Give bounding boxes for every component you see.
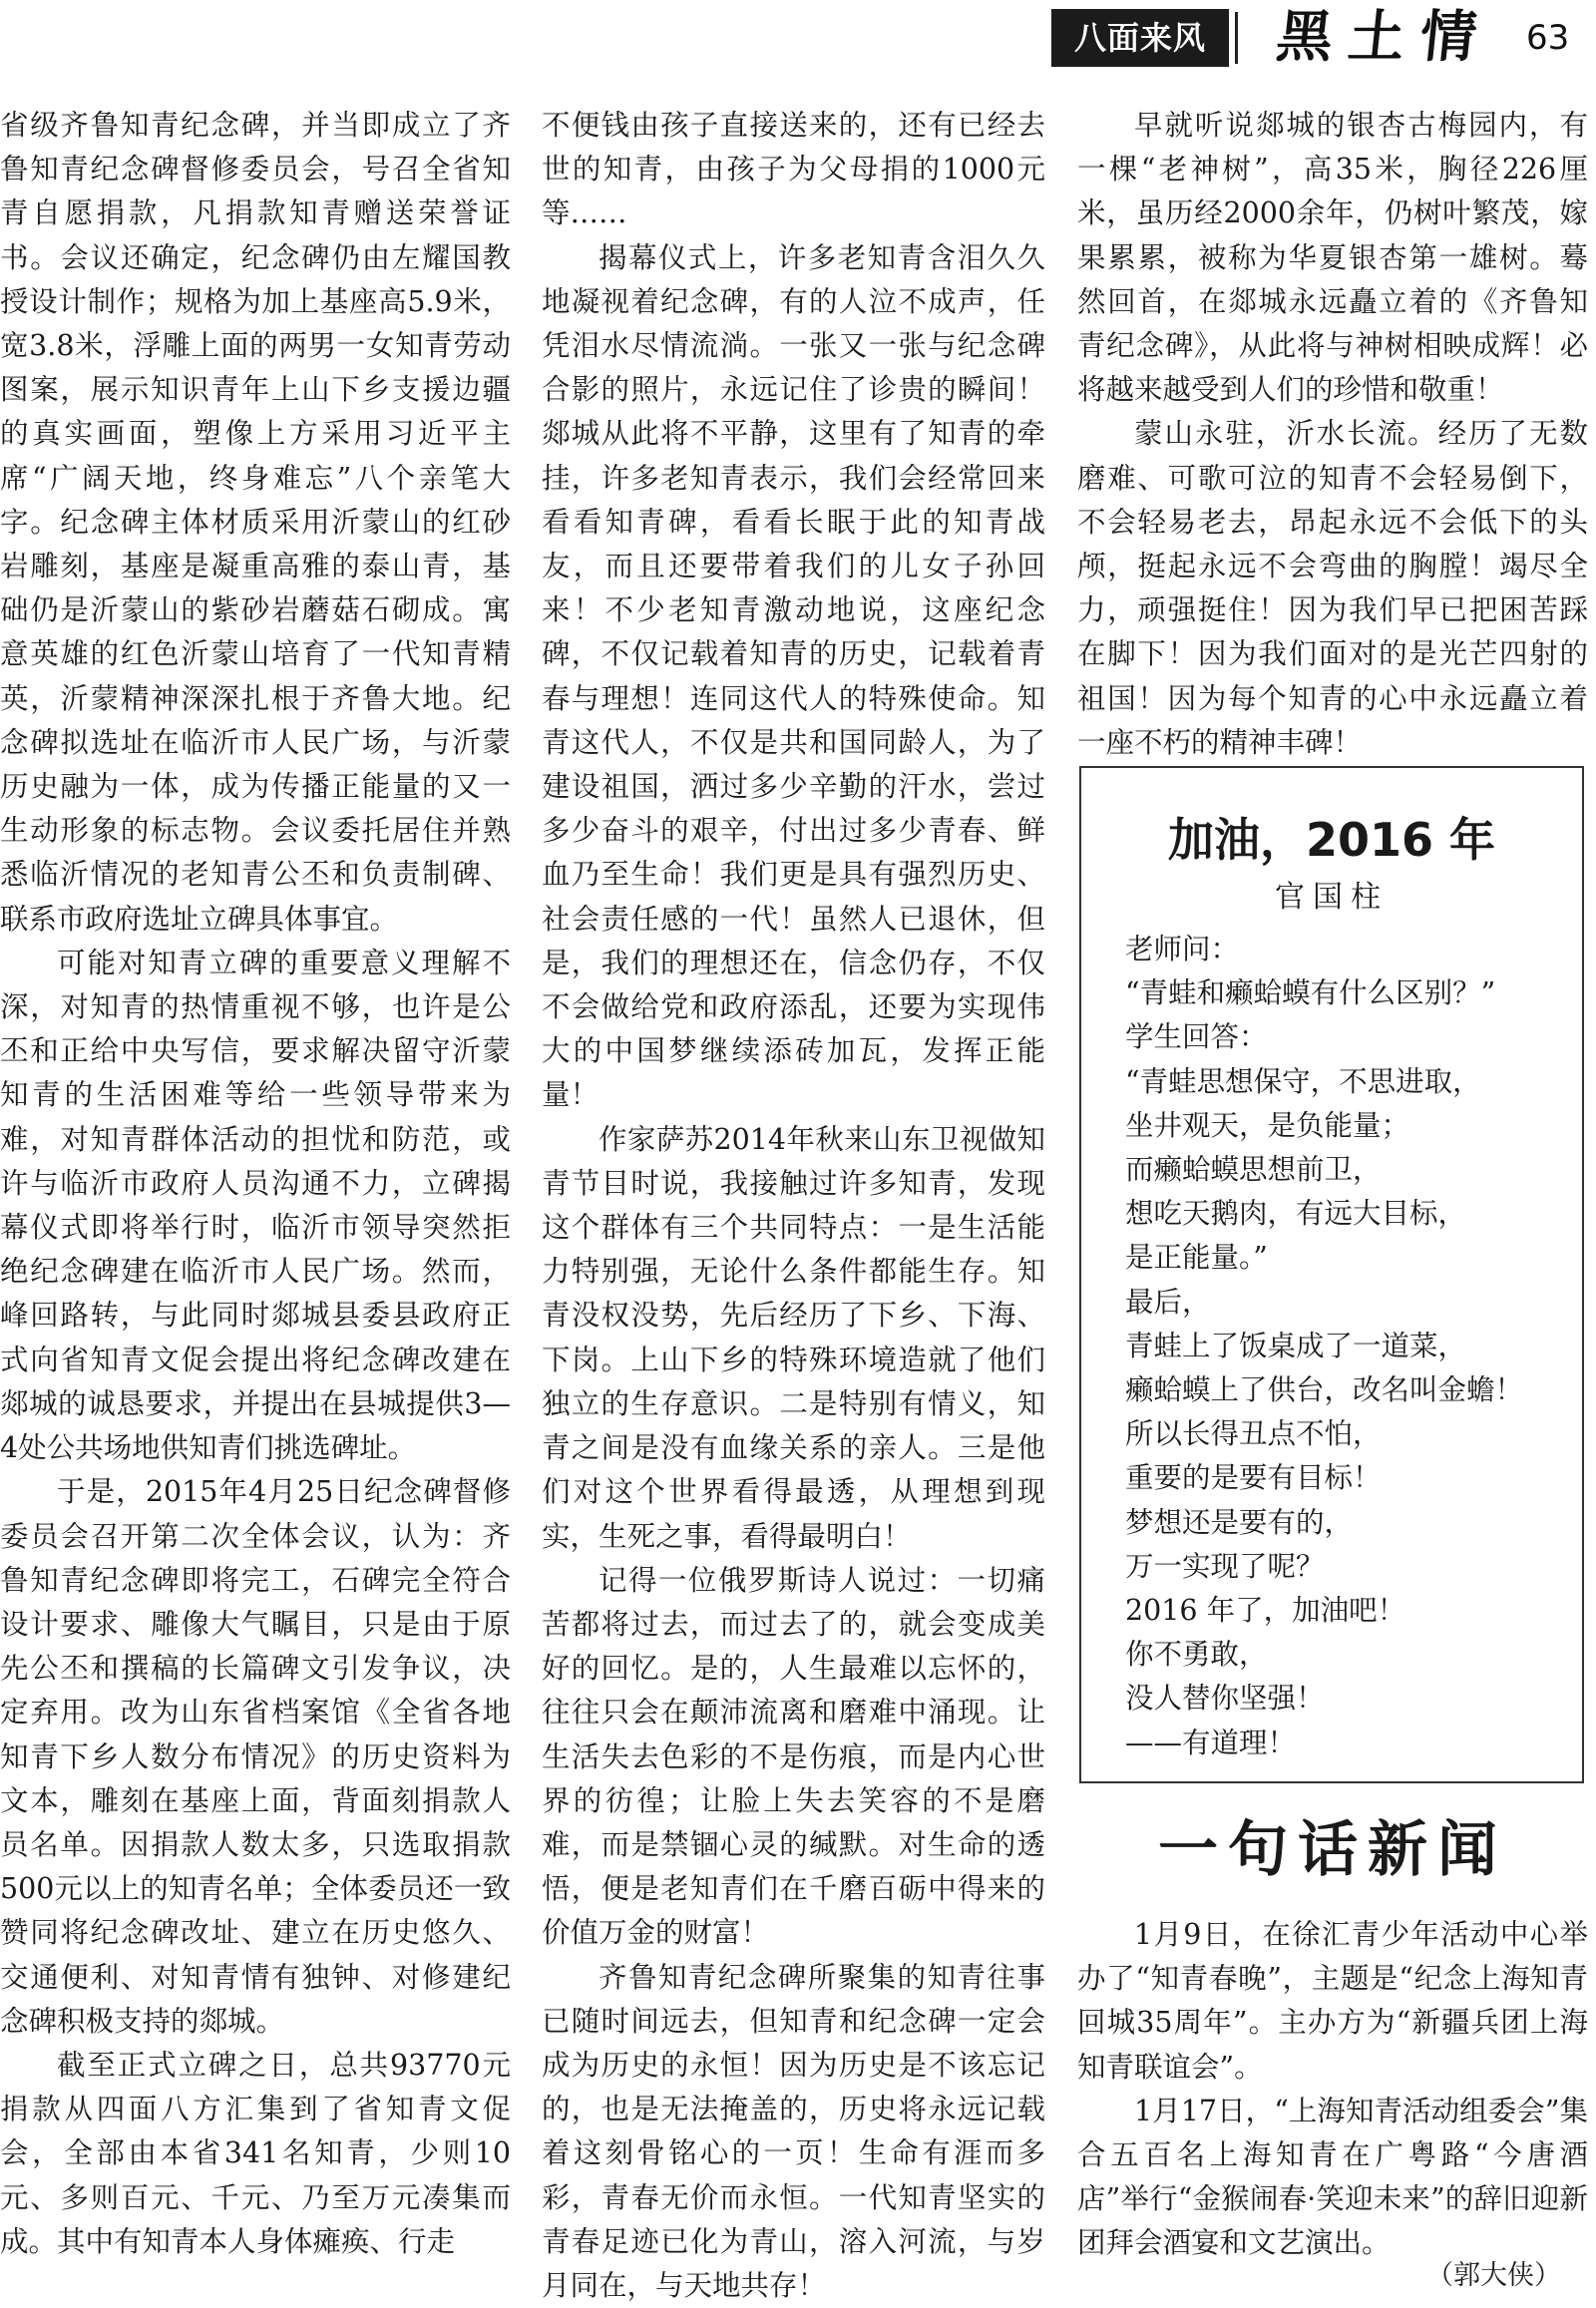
poem-author: 官国柱 [1275,880,1389,915]
poem-line: 最后， [1125,1285,1211,1319]
paragraph: 不便钱由孩子直接送来的，还有已经去世的知青，由孩子为父母捐的1000元等…… [542,109,1045,230]
poem-line: 梦想还是要有的， [1125,1505,1354,1539]
poem-line: 2016 年了，加油吧！ [1125,1594,1406,1628]
paragraph: 作家萨苏2014年秋来山东卫视做知青节目时说，我接触过许多知青，发现这个群体有三个共同特点：一是生活能力特别强，无论什么条件都能生存。知青没权没势，先后经历了下乡、下海、下岗。上山下乡的特殊环境造就了他们独立的生存意识。二是特别有情义，知青之间是没有血缘关系的亲人。三是他们对这个世界看得最透，从理想到现实，生死之事，看得最明白！ [542,1122,1045,1553]
news-item: 1月17日，“上海知青活动组委会”集合五百名上海知青在广粤路“今唐酒店”举行“金猴闹春·笑迎未来”的辞旧迎新团拜会酒宴和文艺演出。 [1077,2094,1588,2260]
poem-line: 想吃天鹅肉，有远大目标， [1125,1197,1467,1231]
news-column [1077,1913,1588,2266]
page-header [0,0,1596,84]
page-number: 63 [1526,18,1570,58]
poem-line: 万一实现了呢？ [1125,1549,1325,1583]
paragraph: 截至正式立碑之日，总共93770元捐款从四面八方汇集到了省知青文促会，全部由本省341名知青，少则10元、多则百元、千元、乃至万元凑集而成。其中有知青本人身体瘫痪、行走 [0,2048,511,2258]
news-heading: 一句话新闻 [1158,1815,1507,1885]
poem-line: 是正能量。” [1125,1241,1268,1275]
poem-box [1079,766,1584,1783]
poem-line: 青蛙上了饭桌成了一道菜， [1125,1329,1467,1362]
poem-line: ——有道理！ [1125,1726,1297,1759]
paragraph: 齐鲁知青纪念碑所聚集的知青往事已随时间远去，但知青和纪念碑一定会成为历史的永恒！因为历史是不该忘记的，也是无法掩盖的，历史将永远记载着这刻骨铭心的一页！生命有涯而多彩，青春无价而永恒。一代知青坚实的青春足迹已化为青山，溶入河流，与岁月同在，与天地共存！ [542,1960,1045,2302]
paragraph: 于是，2015年4月25日纪念碑督修委员会召开第二次全体会议，认为：齐鲁知青纪念碑即将完工，石碑完全符合设计要求、雕像大气瞩目，只是由于原先公丕和撰稿的长篇碑文引发争议，决定弃用。改为山东省档案馆《全省各地知青下乡人数分布情况》的历史资料为文本，雕刻在基座上面，背面刻捐款人员名单。因捐款人数太多，只选取捐款500元以上的知青名单；全体委员还一致赞同将纪念碑改址、建立在历史悠久、交通便利、对知青情有独钟、对修建纪念碑积极支持的郯城。 [0,1475,511,2038]
poem-line: 癞蛤蟆上了供台，改名叫金蟾！ [1125,1373,1524,1407]
poem-body [1125,928,1574,1765]
poem-line: 重要的是要有目标！ [1125,1461,1382,1495]
poem-line: 而癞蛤蟆思想前卫， [1125,1153,1382,1187]
poem-line: 老师问： [1125,933,1240,965]
paragraph: 省级齐鲁知青纪念碑，并当即成立了齐鲁知青纪念碑督修委员会，号召全省知青自愿捐款，凡捐款知青赠送荣誉证书。会议还确定，纪念碑仍由左耀国教授设计制作；规格为加上基座高5.9米，宽3.8米，浮雕上面的两男一女知青劳动图案，展示知识青年上山下乡支援边疆的真实画面，塑像上方采用习近平主席“广阔天地，终身难忘”八个亲笔大字。纪念碑主体材质采用沂蒙山的红砂岩雕刻，基座是凝重高雅的泰山青，基础仍是沂蒙山的紫砂岩蘑菇石砌成。寓意英雄的红色沂蒙山培育了一代知青精英，沂蒙精神深深扎根于齐鲁大地。纪念碑拟选址在临沂市人民广场，与沂蒙历史融为一体，成为传播正能量的又一生动形象的标志物。会议委托居住并熟悉临沂情况的老知青公丕和负责制碑、联系市政府选址立碑具体事宜。 [0,109,511,936]
magazine-logo: 黑土情 [1273,4,1496,70]
poem-line: 没人替你坚强！ [1125,1682,1325,1716]
header-divider [1235,12,1238,64]
news-author: （郭大侠） [1426,2260,1561,2291]
poem-line: 所以长得丑点不怕， [1125,1417,1382,1451]
article-column-2 [542,104,1045,2308]
article-column-3 [1077,104,1588,765]
paragraph: 早就听说郯城的银杏古梅园内，有一棵“老神树”，高35米，胸径226厘米，虽历经2000余年，仍树叶繁茂，嫁果累累，被称为华夏银杏第一雄树。蓦然回首，在郯城永远矗立着的《齐鲁知青纪念碑》，从此将与神树相映成辉！必将越来越受到人们的珍惜和敬重！ [1077,109,1588,407]
paragraph: 记得一位俄罗斯诗人说过：一切痛苦都将过去，而过去了的，就会变成美好的回忆。是的，人生最难以忘怀的，往往只会在颠沛流离和磨难中涌现。让生活失去色彩的不是伤痕，而是内心世界的彷徨；让脸上失去笑容的不是磨难，而是禁锢心灵的缄默。对生命的透悟，便是老知青们在千磨百砺中得来的价值万金的财富！ [542,1563,1045,1950]
paragraph: 可能对知青立碑的重要意义理解不深，对知青的热情重视不够，也许是公丕和正给中央写信，要求解决留守沂蒙知青的生活困难等给一些领导带来为难，对知青群体活动的担忧和防范，或许与临沂市政府人员沟通不力，立碑揭幕仪式即将举行时，临沂市领导突然拒绝纪念碑建在临沂市人民广场。然而，峰回路转，与此同时郯城县委县政府正式向省知青文促会提出将纪念碑改建在郯城的诚恳要求，并提出在县城提供3—4处公共场地供知青们挑选碑址。 [0,946,511,1465]
article-column-1 [0,104,511,2264]
paragraph: 揭幕仪式上，许多老知青含泪久久地凝视着纪念碑，有的人泣不成声，任凭泪水尽情流淌。一张又一张与纪念碑合影的照片，永远记住了诊贵的瞬间！郯城从此将不平静，这里有了知青的牵挂，许多老知青表示，我们会经常回来看看知青碑，看看长眠于此的知青战友，而且还要带着我们的儿女子孙回来！不少老知青激动地说，这座纪念碑，不仅记载着知青的历史，记载着青春与理想！连同这代人的特殊使命。知青这代人，不仅是共和国同龄人，为了建设祖国，洒过多少辛勤的汗水，尝过多少奋斗的艰辛，付出过多少青春、鲜血乃至生命！我们更是具有强烈历史、社会责任感的一代！虽然人已退休，但是，我们的理想还在，信念仍存，不仅不会做给党和政府添乱，还要为实现伟大的中国梦继续添砖加瓦，发挥正能量！ [542,240,1045,1112]
poem-line: “青蛙和癞蛤蟆有什么区别？” [1125,976,1496,1010]
poem-line: 坐井观天，是负能量； [1125,1108,1410,1142]
poem-line: 学生回答： [1125,1020,1268,1054]
poem-line: “青蛙思想保守，不思进取， [1125,1064,1481,1098]
news-item: 1月9日，在徐汇青少年活动中心举办了“知青春晚”，主题是“纪念上海知青回城35周年”。主办方为“新疆兵团上海知青联谊会”。 [1077,1918,1588,2084]
paragraph: 蒙山永驻，沂水长流。经历了无数磨难、可歌可泣的知青不会轻易倒下，不会轻易老去，昂起永远不会低下的头颅，挺起永远不会弯曲的胸膛！竭尽全力，顽强挺住！因为我们早已把困苦踩在脚下！因为我们面对的是光芒四射的祖国！因为每个知青的心中永远矗立着一座不朽的精神丰碑！ [1077,417,1588,759]
poem-line: 你不勇敢， [1125,1638,1268,1672]
poem-title: 加油，2016 年 [1167,813,1496,867]
section-tag: 八面来风 [1051,9,1229,67]
